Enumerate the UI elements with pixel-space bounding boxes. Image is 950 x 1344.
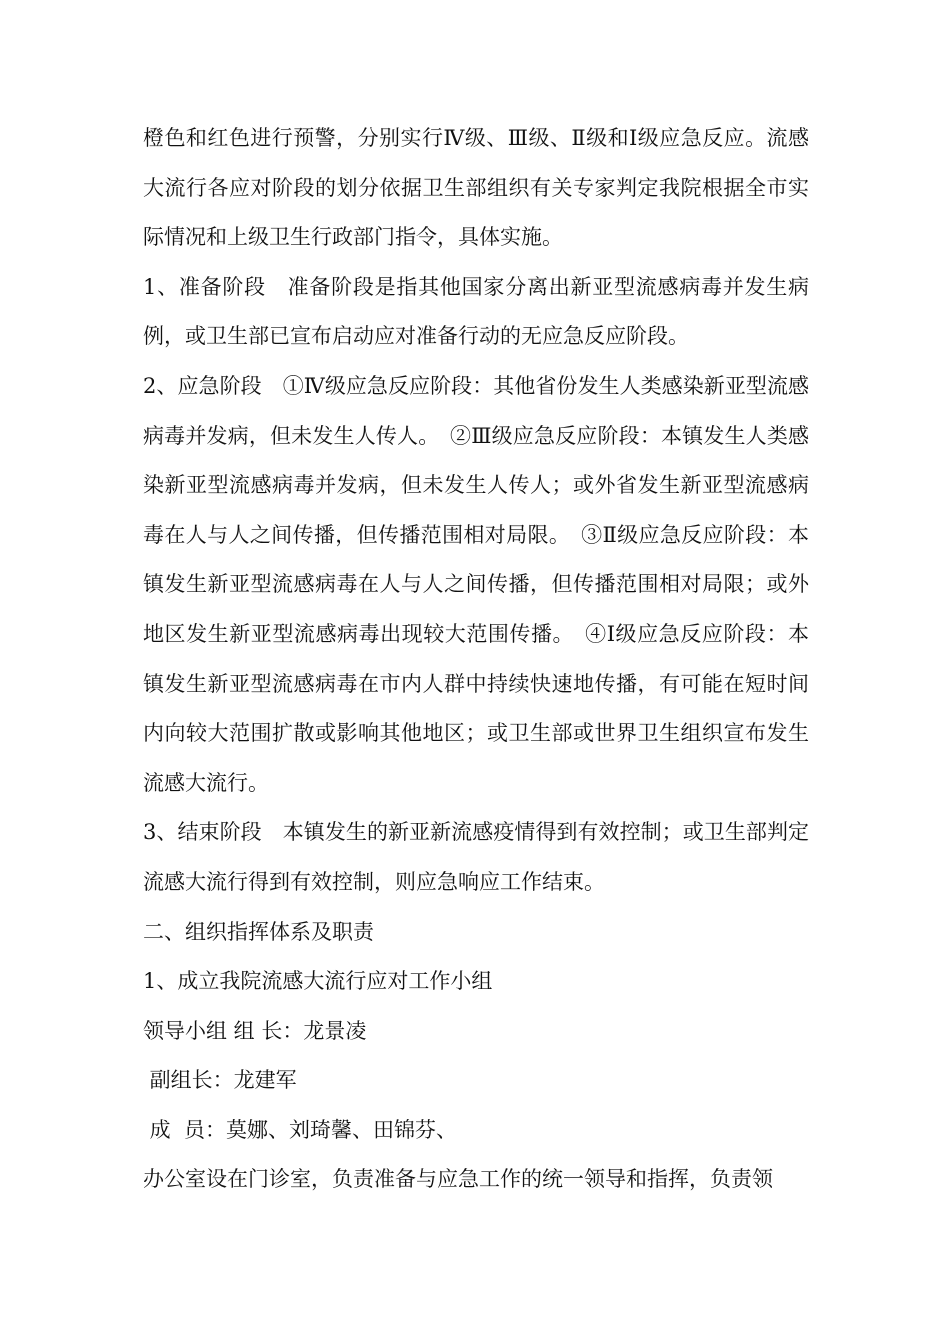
paragraph-preparation-stage: 1、准备阶段 准备阶段是指其他国家分离出新亚型流感病毒并发生病例，或卫生部已宣布启动应对准备行动的无应急反应阶段。 xyxy=(143,274,809,349)
paragraph-working-group: 1、成立我院流感大流行应对工作小组 xyxy=(143,969,493,994)
section-heading-organization: 二、组织指挥体系及职责 xyxy=(143,919,374,944)
paragraph-deputy-leader: 副组长：龙建军 xyxy=(143,1068,297,1093)
paragraph-warning-levels: 橙色和红色进行预警，分别实行Ⅳ级、Ⅲ级、Ⅱ级和Ⅰ级应急反应。流感大流行各应对阶段的划分依据卫生部组织有关专家判定我院根据全市实际情况和上级卫生行政部门指令，具体实施。 xyxy=(143,126,809,250)
paragraph-office: 办公室设在门诊室，负责准备与应急工作的统一领导和指挥，负责领 xyxy=(143,1167,773,1192)
paragraph-end-stage: 3、结束阶段 本镇发生的新亚新流感疫情得到有效控制；或卫生部判定流感大流行得到有效控制，则应急响应工作结束。 xyxy=(143,820,809,894)
paragraph-group-leader: 领导小组 组 长：龙景凌 xyxy=(143,1018,367,1043)
document-body xyxy=(143,114,809,1205)
paragraph-members: 成 员：莫娜、刘琦馨、田锦芬、 xyxy=(143,1117,458,1142)
paragraph-emergency-stage: 2、应急阶段 ①Ⅳ级应急反应阶段：其他省份发生人类感染新亚型流感病毒并发病，但未发生人传人。 ②Ⅲ级应急反应阶段：本镇发生人类感染新亚型流感病毒并发病，但未发生人传人；或外省发生新亚型流感病毒在人与人之间传播，但传播范围相对局限。 ③Ⅱ级应急反应阶段：本镇发生新亚型流感病毒在人与人之间传播，但传播范围相对局限；或外地区发生新亚型流感病毒出现较大范围传播。 ④Ⅰ级应急反应阶段：本镇发生新亚型流感病毒在市内人群中持续快速地传播，有可能在短时间内向较大范围扩散或影响其他地区；或卫生部或世界卫生组织宣布发生流感大流行。 xyxy=(143,373,809,795)
